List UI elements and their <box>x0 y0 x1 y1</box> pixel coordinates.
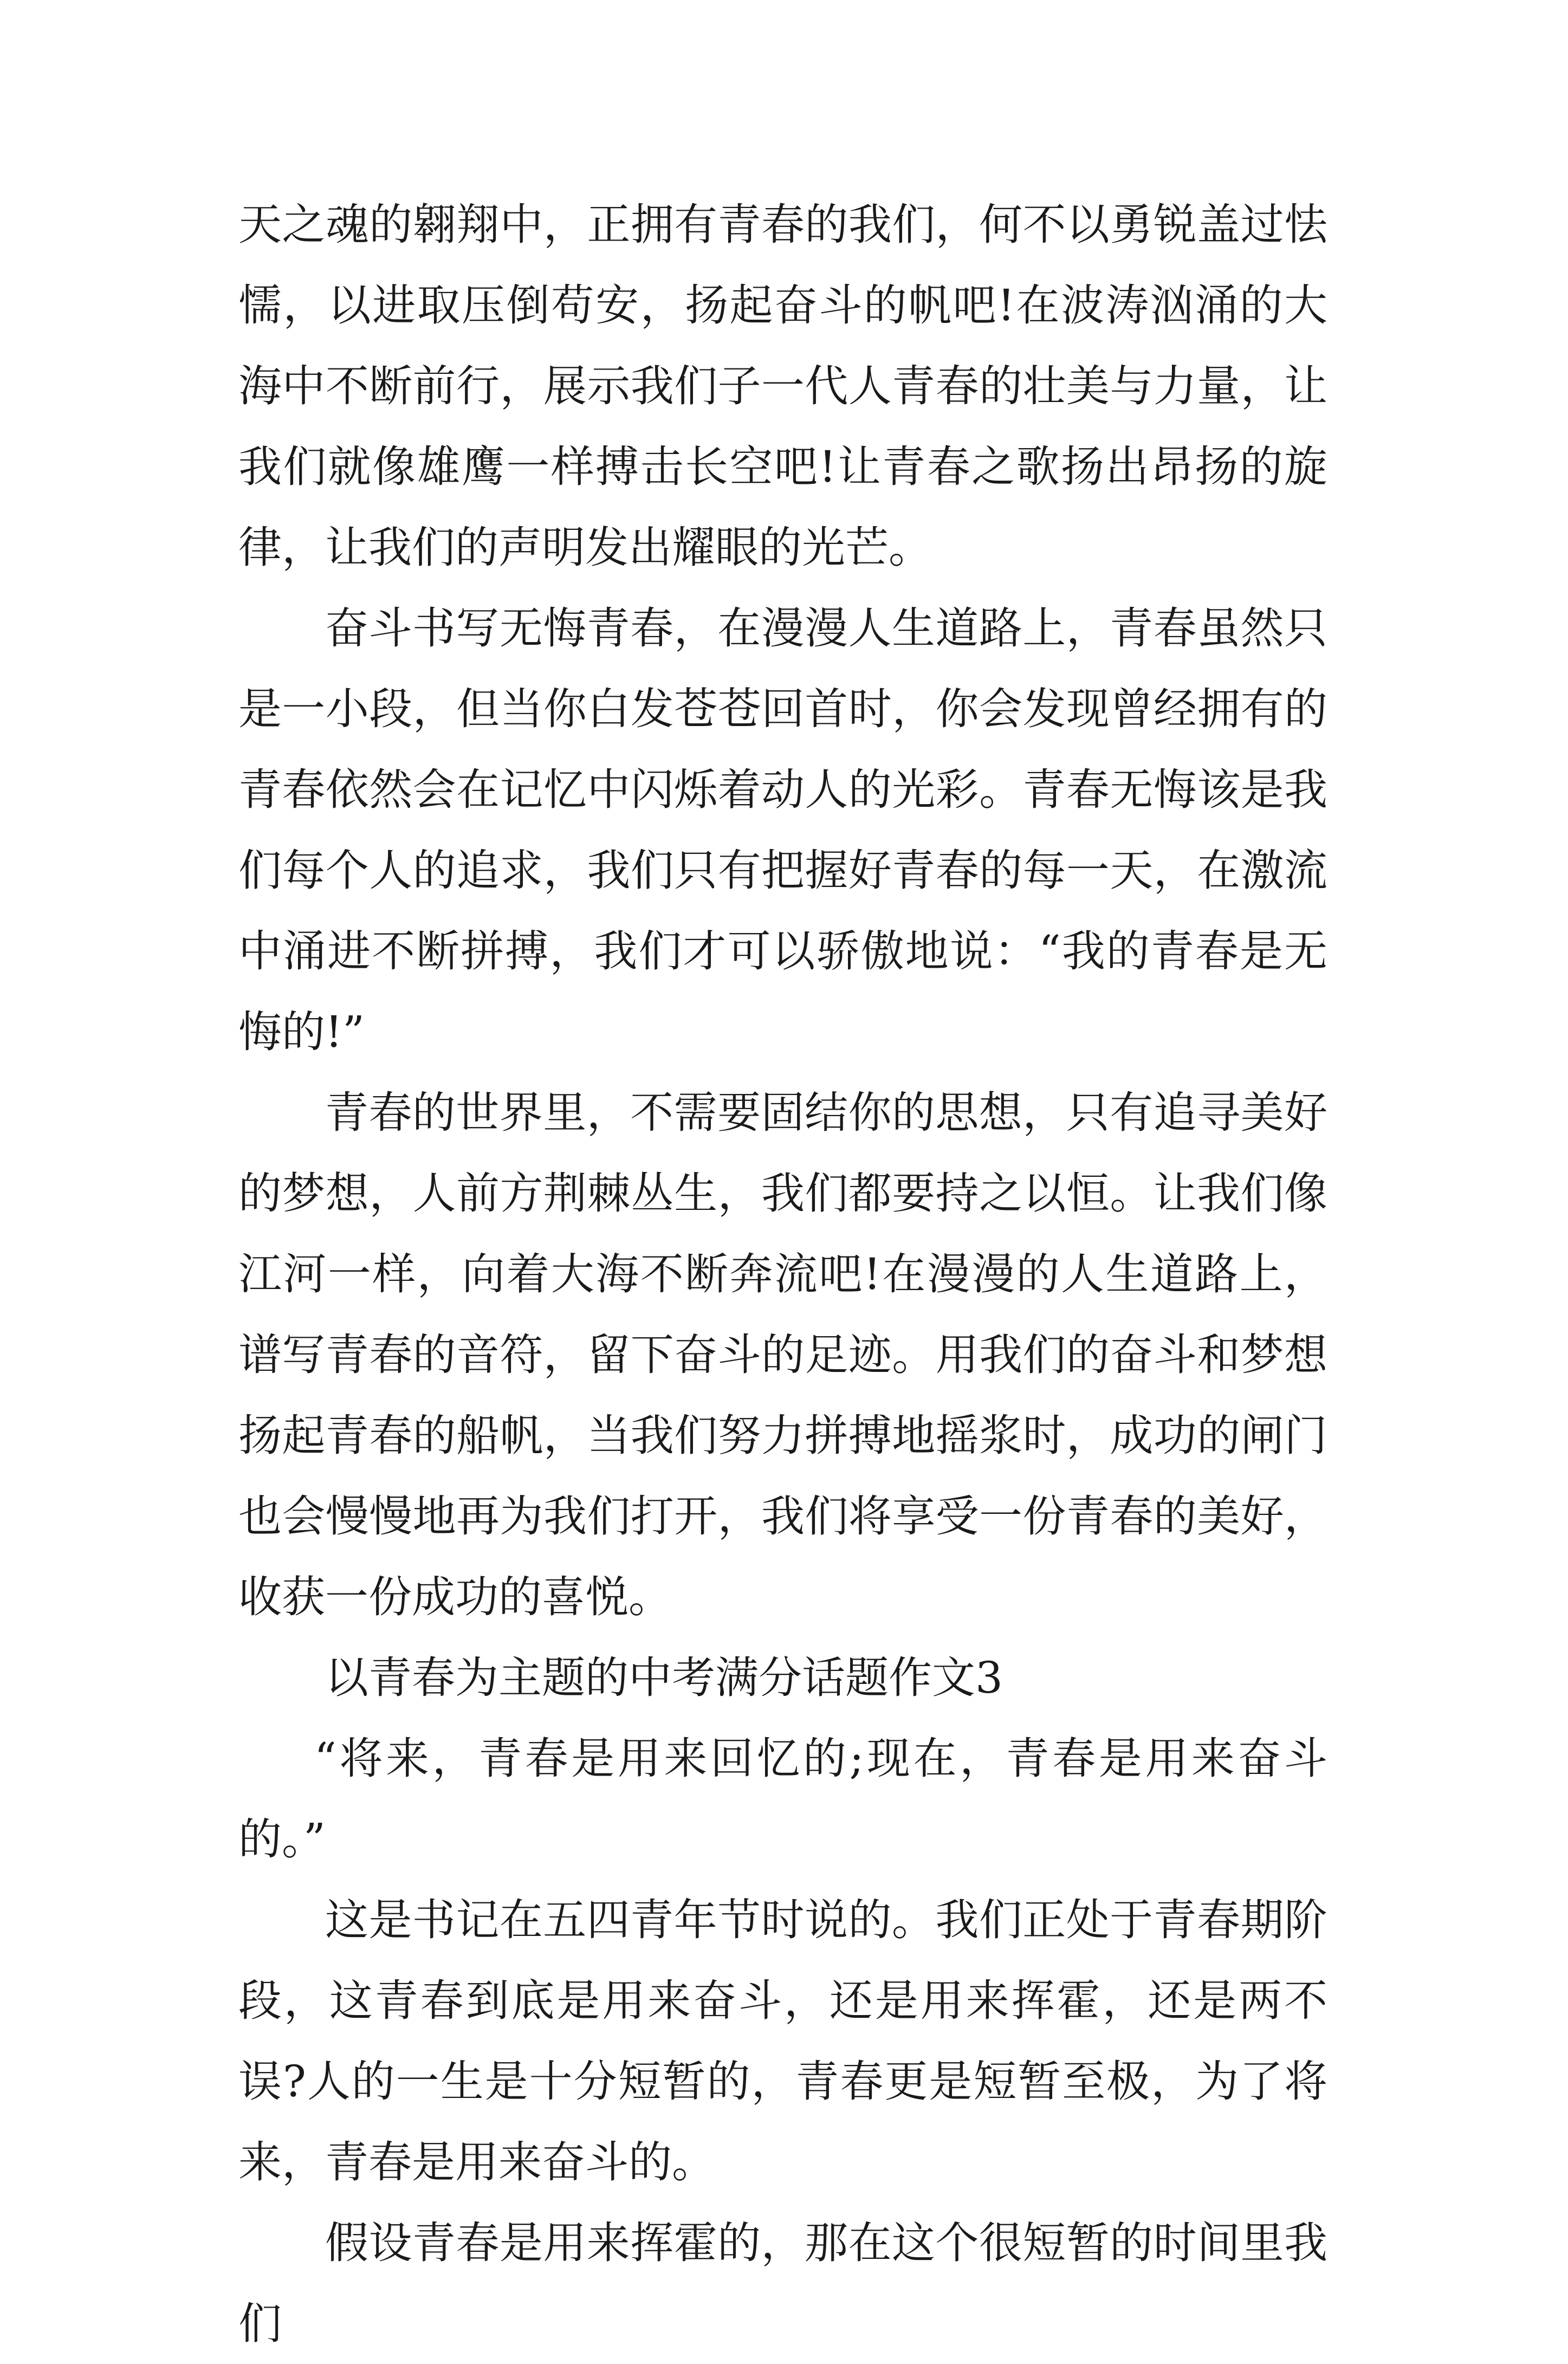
paragraph: 奋斗书写无悔青春，在漫漫人生道路上，青春虽然只是一小段，但当你白发苍苍回首时，你会发现曾经拥有的青春依然会在记忆中闪烁着动人的光彩。青春无悔该是我们每个人的追求，我们只有把握好青春的每一天，在激流中涌进不断拼搏，我们才可以骄傲地说：“我的青春是无悔的!” <box>238 603 1327 1057</box>
paragraph: 这是书记在五四青年节时说的。我们正处于青春期阶段，这青春到底是用来奋斗，还是用来挥霍，还是两不误?人的一生是十分短暂的，青春更是短暂至极，为了将来，青春是用来奋斗的。 <box>238 1895 1327 2187</box>
essay-body <box>238 184 1327 2364</box>
paragraph: 青春的世界里，不需要固结你的思想，只有追寻美好的梦想，人前方荆棘丛生，我们都要持之以恒。让我们像江河一样，向着大海不断奔流吧!在漫漫的人生道路上，谱写青春的音符，留下奋斗的足迹。用我们的奋斗和梦想扬起青春的船帆，当我们努力拼搏地摇浆时，成功的闸门也会慢慢地再为我们打开，我们将享受一份青春的美好，收获一份成功的喜悦。 <box>238 1087 1327 1622</box>
essay-title: 以青春为主题的中考满分话题作文3 <box>325 1653 1003 1703</box>
paragraph-continuation: 天之魂的翱翔中，正拥有青春的我们，何不以勇锐盖过怯懦，以进取压倒苟安，扬起奋斗的帆吧!在波涛汹涌的大海中不断前行，展示我们子一代人青春的壮美与力量，让我们就像雄鹰一样搏击长空吧!让青春之歌扬出昂扬的旋律，让我们的声明发出耀眼的光芒。 <box>238 199 1327 573</box>
quote-paragraph: “将来，青春是用来回忆的;现在，青春是用来奋斗的。” <box>238 1733 1327 1864</box>
paragraph: 假设青春是用来挥霍的，那在这个很短暂的时间里我们 <box>238 2218 1327 2349</box>
